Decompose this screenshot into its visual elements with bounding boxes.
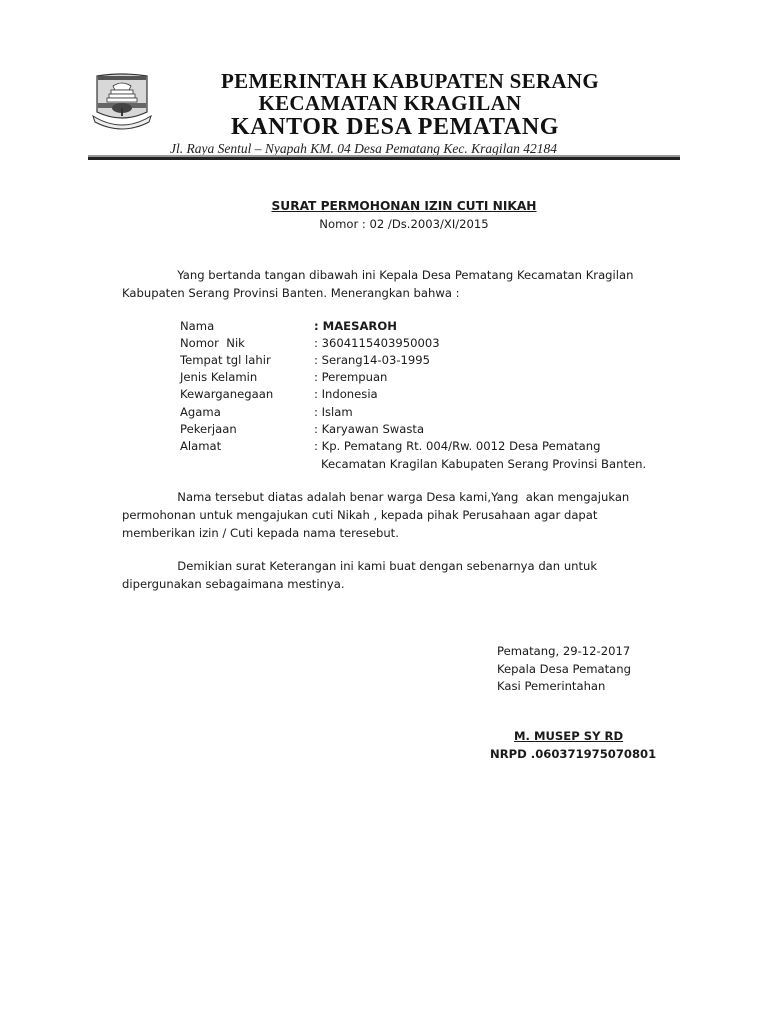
letterhead-government: PEMERINTAH KABUPATEN SERANG <box>221 69 599 93</box>
field-value-citizenship: : Indonesia <box>314 387 378 401</box>
field-label-religion: Agama <box>180 405 221 419</box>
letterhead-office: KANTOR DESA PEMATANG <box>230 114 560 140</box>
signatory-nrpd: NRPD .060371975070801 <box>490 747 657 761</box>
signatory-name: M. MUSEP SY RD <box>514 729 624 743</box>
field-label-gender: Jenis Kelamin <box>180 370 258 384</box>
field-label-nik: Nomor Nik <box>180 336 245 350</box>
field-value-address: : Kp. Pematang Rt. 004/Rw. 0012 Desa Pematang <box>314 439 601 453</box>
field-label-occupation: Pekerjaan <box>180 422 237 436</box>
letterhead-divider <box>88 157 680 160</box>
closing-line-2: dipergunakan sebagaimana mestinya. <box>122 577 345 591</box>
field-value-gender: : Perempuan <box>314 370 388 384</box>
field-label-address: Alamat <box>180 439 222 453</box>
opening-line-1: Yang bertanda tangan dibawah ini Kepala Desa Pematang Kecamatan Kragilan <box>122 268 634 282</box>
statement-line-3: memberikan izin / Cuti kepada nama teresebut. <box>122 526 399 540</box>
statement-line-1: Nama tersebut diatas adalah benar warga Desa kami,Yang akan mengajukan <box>122 490 630 504</box>
letter-title: SURAT PERMOHONAN IZIN CUTI NIKAH <box>271 199 537 213</box>
letterhead-address: Jl. Raya Sentul – Nyapah KM. 04 Desa Pematang Kec. Kragilan 42184 <box>170 141 557 156</box>
field-value-occupation: : Karyawan Swasta <box>314 422 425 436</box>
field-label-citizenship: Kewarganegaan <box>180 387 274 401</box>
signature-place-date: Pematang, 29-12-2017 <box>497 644 631 658</box>
signature-position-2: Kasi Pemerintahan <box>497 679 606 693</box>
field-value-nik: : 3604115403950003 <box>314 336 440 350</box>
opening-line-2: Kabupaten Serang Provinsi Banten. Menerangkan bahwa : <box>122 286 460 300</box>
field-value-name: : MAESAROH <box>314 319 397 333</box>
field-label-birth: Tempat tgl lahir <box>180 353 271 367</box>
letter-number: Nomor : 02 /Ds.2003/XI/2015 <box>319 217 489 231</box>
field-value-birth: : Serang14-03-1995 <box>314 353 431 367</box>
signature-position-1: Kepala Desa Pematang <box>497 662 631 676</box>
letterhead-district: KECAMATAN KRAGILAN <box>258 91 522 115</box>
statement-line-2: permohonan untuk mengajukan cuti Nikah , kepada pihak Perusahaan agar dapat <box>122 508 598 522</box>
field-value-address-continuation: Kecamatan Kragilan Kabupaten Serang Provinsi Banten. <box>321 457 647 471</box>
field-value-religion: : Islam <box>314 405 353 419</box>
field-label-name: Nama <box>180 319 215 333</box>
closing-line-1: Demikian surat Keterangan ini kami buat dengan sebenarnya dan untuk <box>122 559 598 573</box>
letterhead <box>150 70 670 141</box>
